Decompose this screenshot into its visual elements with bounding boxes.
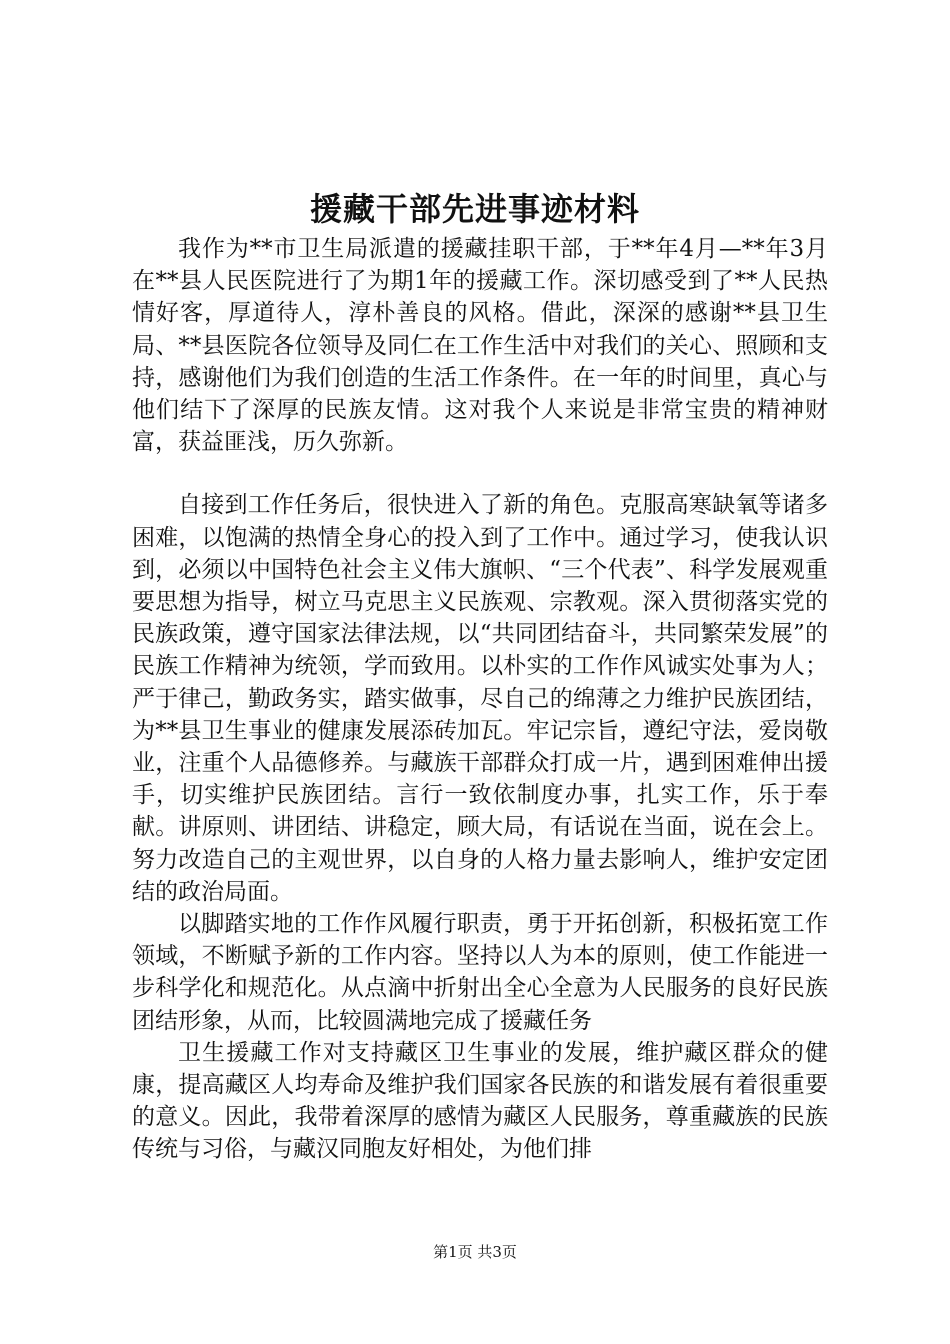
paragraph-significance: 卫生援藏工作对支持藏区卫生事业的发展，维护藏区群众的健康，提高藏区人均寿命及维护我们国家各民族的和谐发展有着很重要的意义。因此，我带着深厚的感情为藏区人民服务，尊重藏族的民族传统与习俗，与藏汉同胞友好相处，为他们排 — [132, 1039, 828, 1163]
paragraph-duties: 以脚踏实地的工作作风履行职责，勇于开拓创新，积极拓宽工作领域，不断赋予新的工作内容。坚持以人为本的原则，使工作能进一步科学化和规范化。从点滴中折射出全心全意为人民服务的良好民族团结形象，从而，比较圆满地完成了援藏任务 — [132, 911, 828, 1034]
paragraph-role: 自接到工作任务后，很快进入了新的角色。克服高寒缺氧等诸多困难，以饱满的热情全身心的投入到了工作中。通过学习，使我认识到，必须以中国特色社会主义伟大旗帜、“三个代表”、科学发展观重要思想为指导，树立马克思主义民族观、宗教观。深入贯彻落实党的民族政策，遵守国家法律法规，以“共同团结奋斗，共同繁荣发展”的民族工作精神为统领，学而致用。以朴实的工作作风诚实处事为人；严于律己，勤政务实，踏实做事，尽自己的绵薄之力维护民族团结，为**县卫生事业的健康发展添砖加瓦。牢记宗旨，遵纪守法，爱岗敬业，注重个人品德修养。与藏族干部群众打成一片，遇到困难伸出援手，切实维护民族团结。言行一致依制度办事，扎实工作，乐于奉献。讲原则、讲团结、讲稳定，顾大局，有话说在当面，说在会上。努力改造自己的主观世界，以自身的人格力量去影响人，维护安定团结的政治局面。 — [132, 492, 828, 905]
page-footer: 第1页 共3页 — [433, 1243, 517, 1261]
document-body — [132, 233, 828, 1166]
document-title: 援藏干部先进事迹材料 — [309, 190, 640, 228]
paragraph-intro: 我作为**市卫生局派遣的援藏挂职干部，于**年4月—**年3月在**县人民医院进行了为期1年的援藏工作。深切感受到了**人民热情好客，厚道待人，淳朴善良的风格。借此，深深的感谢**县卫生局、**县医院各位领导及同仁在工作生活中对我们的关心、照顾和支持，感谢他们为我们创造的生活工作条件。在一年的时间里，真心与他们结下了深厚的民族友情。这对我个人来说是非常宝贵的精神财富，获益匪浅，历久弥新。 — [132, 236, 828, 456]
paragraph-spacer — [132, 458, 828, 489]
